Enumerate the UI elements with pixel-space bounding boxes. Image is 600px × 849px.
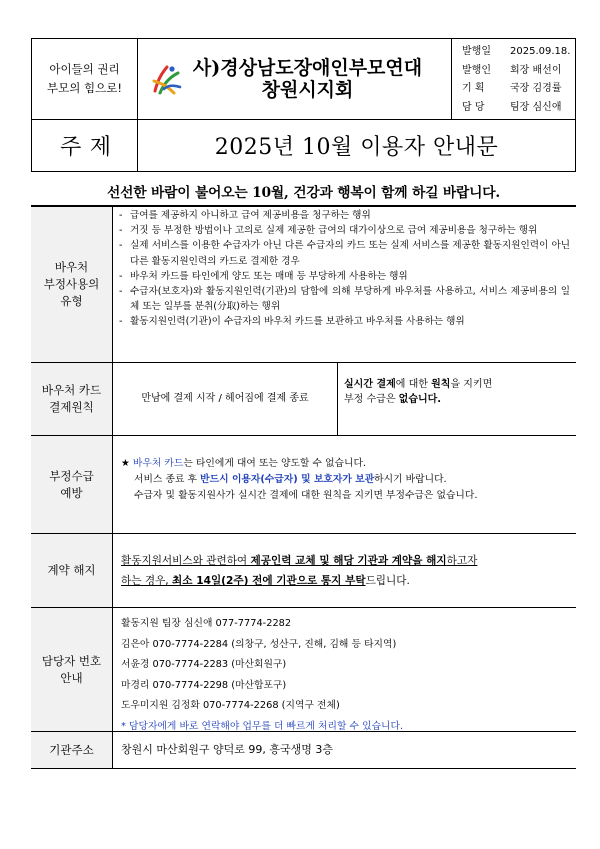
star-icon: ★ — [121, 458, 130, 469]
notice-table — [31, 205, 576, 769]
publication-key: 발행인 — [462, 64, 491, 76]
contacts-label — [31, 608, 113, 731]
subject-label-char: 제 — [89, 135, 111, 160]
publication-value: 팀장 심신애 — [510, 101, 562, 113]
organization-branch: 창원시지회 — [261, 79, 354, 101]
text: 을 지키면 — [450, 379, 493, 390]
label-line: 결제원칙 — [49, 400, 94, 414]
contacts-content — [113, 608, 576, 731]
payment-note — [338, 363, 576, 435]
misuse-item: - 수급자(보호자)와 활동지원인력(기관)의 담합에 의해 부당하게 바우처를 사용하고, 서비스 제공비용의 일체 또는 일부를 분취(分取)하는 행위 — [119, 284, 570, 314]
contacts-row — [31, 607, 576, 731]
publication-info — [452, 39, 575, 119]
organization-logo-icon — [152, 63, 182, 97]
publication-key: 담 당 — [462, 101, 485, 113]
address-row — [31, 731, 576, 768]
text-underline-bold: 최소 14일(2주) 전에 기관으로 통지 부탁 — [172, 575, 366, 587]
publication-key: 기 획 — [462, 83, 485, 94]
misuse-label — [31, 207, 113, 362]
publication-row — [462, 43, 575, 62]
label-line: 유형 — [60, 294, 83, 308]
text-bold: 없습니다. — [398, 394, 442, 405]
text: 하시기 바랍니다. — [374, 474, 447, 485]
page-title: 2025년 10월 이용자 안내문 — [214, 135, 499, 160]
contact-line: 김은아 070-7774-2284 (의창구, 성산구, 진해, 김해 등 타지역) — [121, 638, 397, 650]
misuse-item: - 활동지원인력(기관)이 수급자의 바우처 카드를 보관하고 바우처를 사용하는 행위 — [119, 314, 570, 329]
text: 는 타인에게 대여 또는 양도할 수 없습니다. — [183, 458, 367, 469]
label-line: 예방 — [60, 485, 83, 500]
termination-label: 계약 해지 — [31, 534, 113, 607]
prevention-content — [113, 436, 576, 533]
payment-content — [113, 363, 576, 435]
label-line: 바우처 카드 — [41, 383, 102, 397]
contact-note: * 담당자에게 바로 연락해야 업무를 더 빠르게 처리할 수 있습니다. — [121, 720, 404, 732]
address-value: 창원시 마산회원구 양덕로 99, 흥국생명 3층 — [121, 743, 333, 757]
label-line: 바우처 — [54, 260, 89, 274]
text-underline: 하고자 — [446, 555, 478, 567]
organization-name: 사)경상남도장애인부모연대 — [192, 57, 423, 79]
misuse-item: - 바우처 카드를 타인에게 양도 또는 매매 등 부당하게 사용하는 행위 — [119, 269, 570, 284]
organization — [138, 39, 452, 119]
publication-value: 회장 배선이 — [510, 64, 562, 76]
label-line: 부정사용의 — [43, 277, 100, 291]
label-line: 부정수급 — [49, 468, 94, 483]
termination-row — [31, 533, 576, 607]
contact-line: 도우미지원 김정화 070-7774-2268 (지역구 전체) — [121, 700, 340, 712]
text-underline: 활동지원서비스와 관련하여 — [121, 555, 251, 567]
publication-value: 국장 김경률 — [510, 83, 562, 94]
text: 서비스 종료 후 — [134, 474, 201, 485]
publication-value: 2025.09.18. — [510, 46, 571, 57]
text: 부정 수급은 — [344, 394, 399, 405]
misuse-row — [31, 207, 576, 362]
misuse-content — [113, 207, 576, 362]
address-label: 기관주소 — [31, 732, 113, 768]
text: 에 대한 — [395, 379, 432, 390]
text-blue: 바우처 카드 — [132, 458, 184, 469]
publication-row — [462, 80, 575, 99]
publication-row — [462, 62, 575, 81]
payment-row — [31, 362, 576, 435]
text-bold: 실시간 결제 — [344, 379, 396, 390]
text-bold: 원칙 — [431, 379, 451, 390]
subject-label — [32, 120, 138, 171]
misuse-item: - 급여를 제공하지 아니하고 급여 제공비용을 청구하는 행위 — [119, 208, 570, 223]
contact-line: 활동지원 팀장 심신애 077-7774-2282 — [121, 618, 292, 629]
text-underline-bold: 제공인력 교체 및 해당 기관과 계약을 해지 — [250, 555, 447, 567]
subject-box — [31, 120, 576, 172]
prevention-row — [31, 435, 576, 533]
slogan-line: 부모의 힘으로! — [47, 81, 122, 95]
payment-label — [31, 363, 113, 435]
misuse-item: - 거짓 등 부정한 방법이나 고의로 실제 제공한 급여의 대가이상으로 급여 제공비용을 청구하는 행위 — [119, 223, 570, 238]
slogan — [32, 39, 138, 119]
text: 드립니다. — [365, 575, 410, 587]
payment-rule: 만남에 결제 시작 / 헤어짐에 결제 종료 — [113, 363, 338, 435]
contact-line: 서윤경 070-7774-2283 (마산회원구) — [121, 659, 287, 671]
label-line: 담당자 번호 — [41, 653, 102, 668]
text-underline: 하는 경우, — [121, 575, 173, 587]
greeting: 선선한 바람이 불어오는 10월, 건강과 행복이 함께 하길 바랍니다. — [106, 185, 501, 201]
publication-key: 발행일 — [462, 46, 491, 57]
text-blue-bold: 반드시 이용자(수급자) 및 보호자가 보관 — [200, 474, 375, 485]
contact-line: 마경리 070-7774-2298 (마산합포구) — [121, 679, 287, 691]
prevention-label — [31, 436, 113, 533]
label-line: 안내 — [60, 670, 83, 685]
text: 수급자 및 활동지원사가 실시간 결제에 대한 원칙을 지키면 부정수급은 없습니다. — [134, 490, 478, 501]
slogan-line: 아이들의 권리 — [49, 62, 120, 76]
termination-content — [113, 534, 576, 607]
subject-label-char: 주 — [60, 135, 82, 160]
publication-row — [462, 99, 575, 118]
misuse-item: - 실제 서비스를 이용한 수급자가 아닌 다른 수급자의 카드 또는 실제 서비스를 제공한 활동지원인력이 아닌 다른 활동지원인력의 카드로 결제한 경우 — [119, 238, 570, 268]
header-box — [31, 38, 576, 120]
